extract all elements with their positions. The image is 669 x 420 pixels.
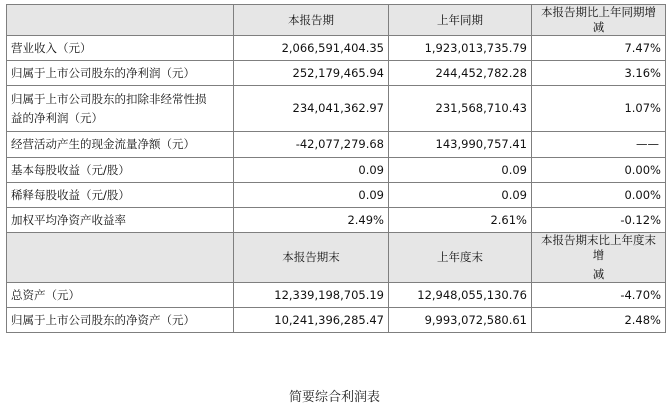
table-row <box>7 86 666 132</box>
row-label-line2: 益的净利润（元） <box>11 110 103 125</box>
row-change: 2.48% <box>532 308 666 333</box>
header-blank-cell <box>7 233 234 283</box>
row-change: -4.70% <box>532 283 666 308</box>
row-change: 3.16% <box>532 61 666 86</box>
row-current: 10,241,396,285.47 <box>234 308 389 333</box>
row-change: -0.12% <box>532 208 666 233</box>
row-prior: 9,993,072,580.61 <box>389 308 532 333</box>
header-change: 本报告期比上年同期增减 <box>532 5 666 36</box>
header-period-end-change <box>532 233 666 283</box>
row-label: 加权平均净资产收益率 <box>7 208 234 233</box>
table-caption: 简要综合利润表 <box>288 390 380 405</box>
table-header-row <box>7 5 666 36</box>
row-prior: 12,948,055,130.76 <box>389 283 532 308</box>
row-prior: 244,452,782.28 <box>389 61 532 86</box>
header-period-end: 本报告期末 <box>234 233 389 283</box>
row-prior: 1,923,013,735.79 <box>389 36 532 61</box>
row-label: 营业收入（元） <box>7 36 234 61</box>
table-row <box>7 158 666 183</box>
table-row <box>7 132 666 158</box>
row-prior: 2.61% <box>389 208 532 233</box>
row-label: 经营活动产生的现金流量净额（元） <box>7 132 234 158</box>
row-label: 总资产（元） <box>7 283 234 308</box>
row-label: 稀释每股收益（元/股） <box>7 183 234 208</box>
header-prior-period: 上年同期 <box>389 5 532 36</box>
row-current: 2.49% <box>234 208 389 233</box>
row-prior: 0.09 <box>389 158 532 183</box>
row-current: 252,179,465.94 <box>234 61 389 86</box>
header-current-period: 本报告期 <box>234 5 389 36</box>
row-label: 归属于上市公司股东的净资产（元） <box>7 308 234 333</box>
header-change-line2: 减 <box>592 267 605 281</box>
row-current: 234,041,362.97 <box>234 86 389 132</box>
table-row <box>7 283 666 308</box>
row-change: 7.47% <box>532 36 666 61</box>
table-row <box>7 36 666 61</box>
header-change-line1: 本报告期末比上年度末增 <box>541 233 656 262</box>
row-change: 0.00% <box>532 158 666 183</box>
row-change-dash: —— <box>532 132 666 158</box>
header-prior-year-end: 上年度末 <box>389 233 532 283</box>
row-change: 1.07% <box>532 86 666 132</box>
row-label <box>7 86 234 132</box>
row-change: 0.00% <box>532 183 666 208</box>
table-row <box>7 208 666 233</box>
header-blank-cell <box>7 5 234 36</box>
row-prior: 231,568,710.43 <box>389 86 532 132</box>
row-current: -42,077,279.68 <box>234 132 389 158</box>
row-current: 12,339,198,705.19 <box>234 283 389 308</box>
row-current: 2,066,591,404.35 <box>234 36 389 61</box>
row-current: 0.09 <box>234 183 389 208</box>
row-current: 0.09 <box>234 158 389 183</box>
row-label-line1: 归属于上市公司股东的扣除非经常性损 <box>11 91 207 106</box>
table-header-row <box>7 233 666 283</box>
row-prior: 0.09 <box>389 183 532 208</box>
financial-summary-table <box>6 4 666 333</box>
table-row <box>7 183 666 208</box>
row-prior: 143,990,757.41 <box>389 132 532 158</box>
table-row <box>7 61 666 86</box>
row-label: 归属于上市公司股东的净利润（元） <box>7 61 234 86</box>
row-label: 基本每股收益（元/股） <box>7 158 234 183</box>
table-row <box>7 308 666 333</box>
